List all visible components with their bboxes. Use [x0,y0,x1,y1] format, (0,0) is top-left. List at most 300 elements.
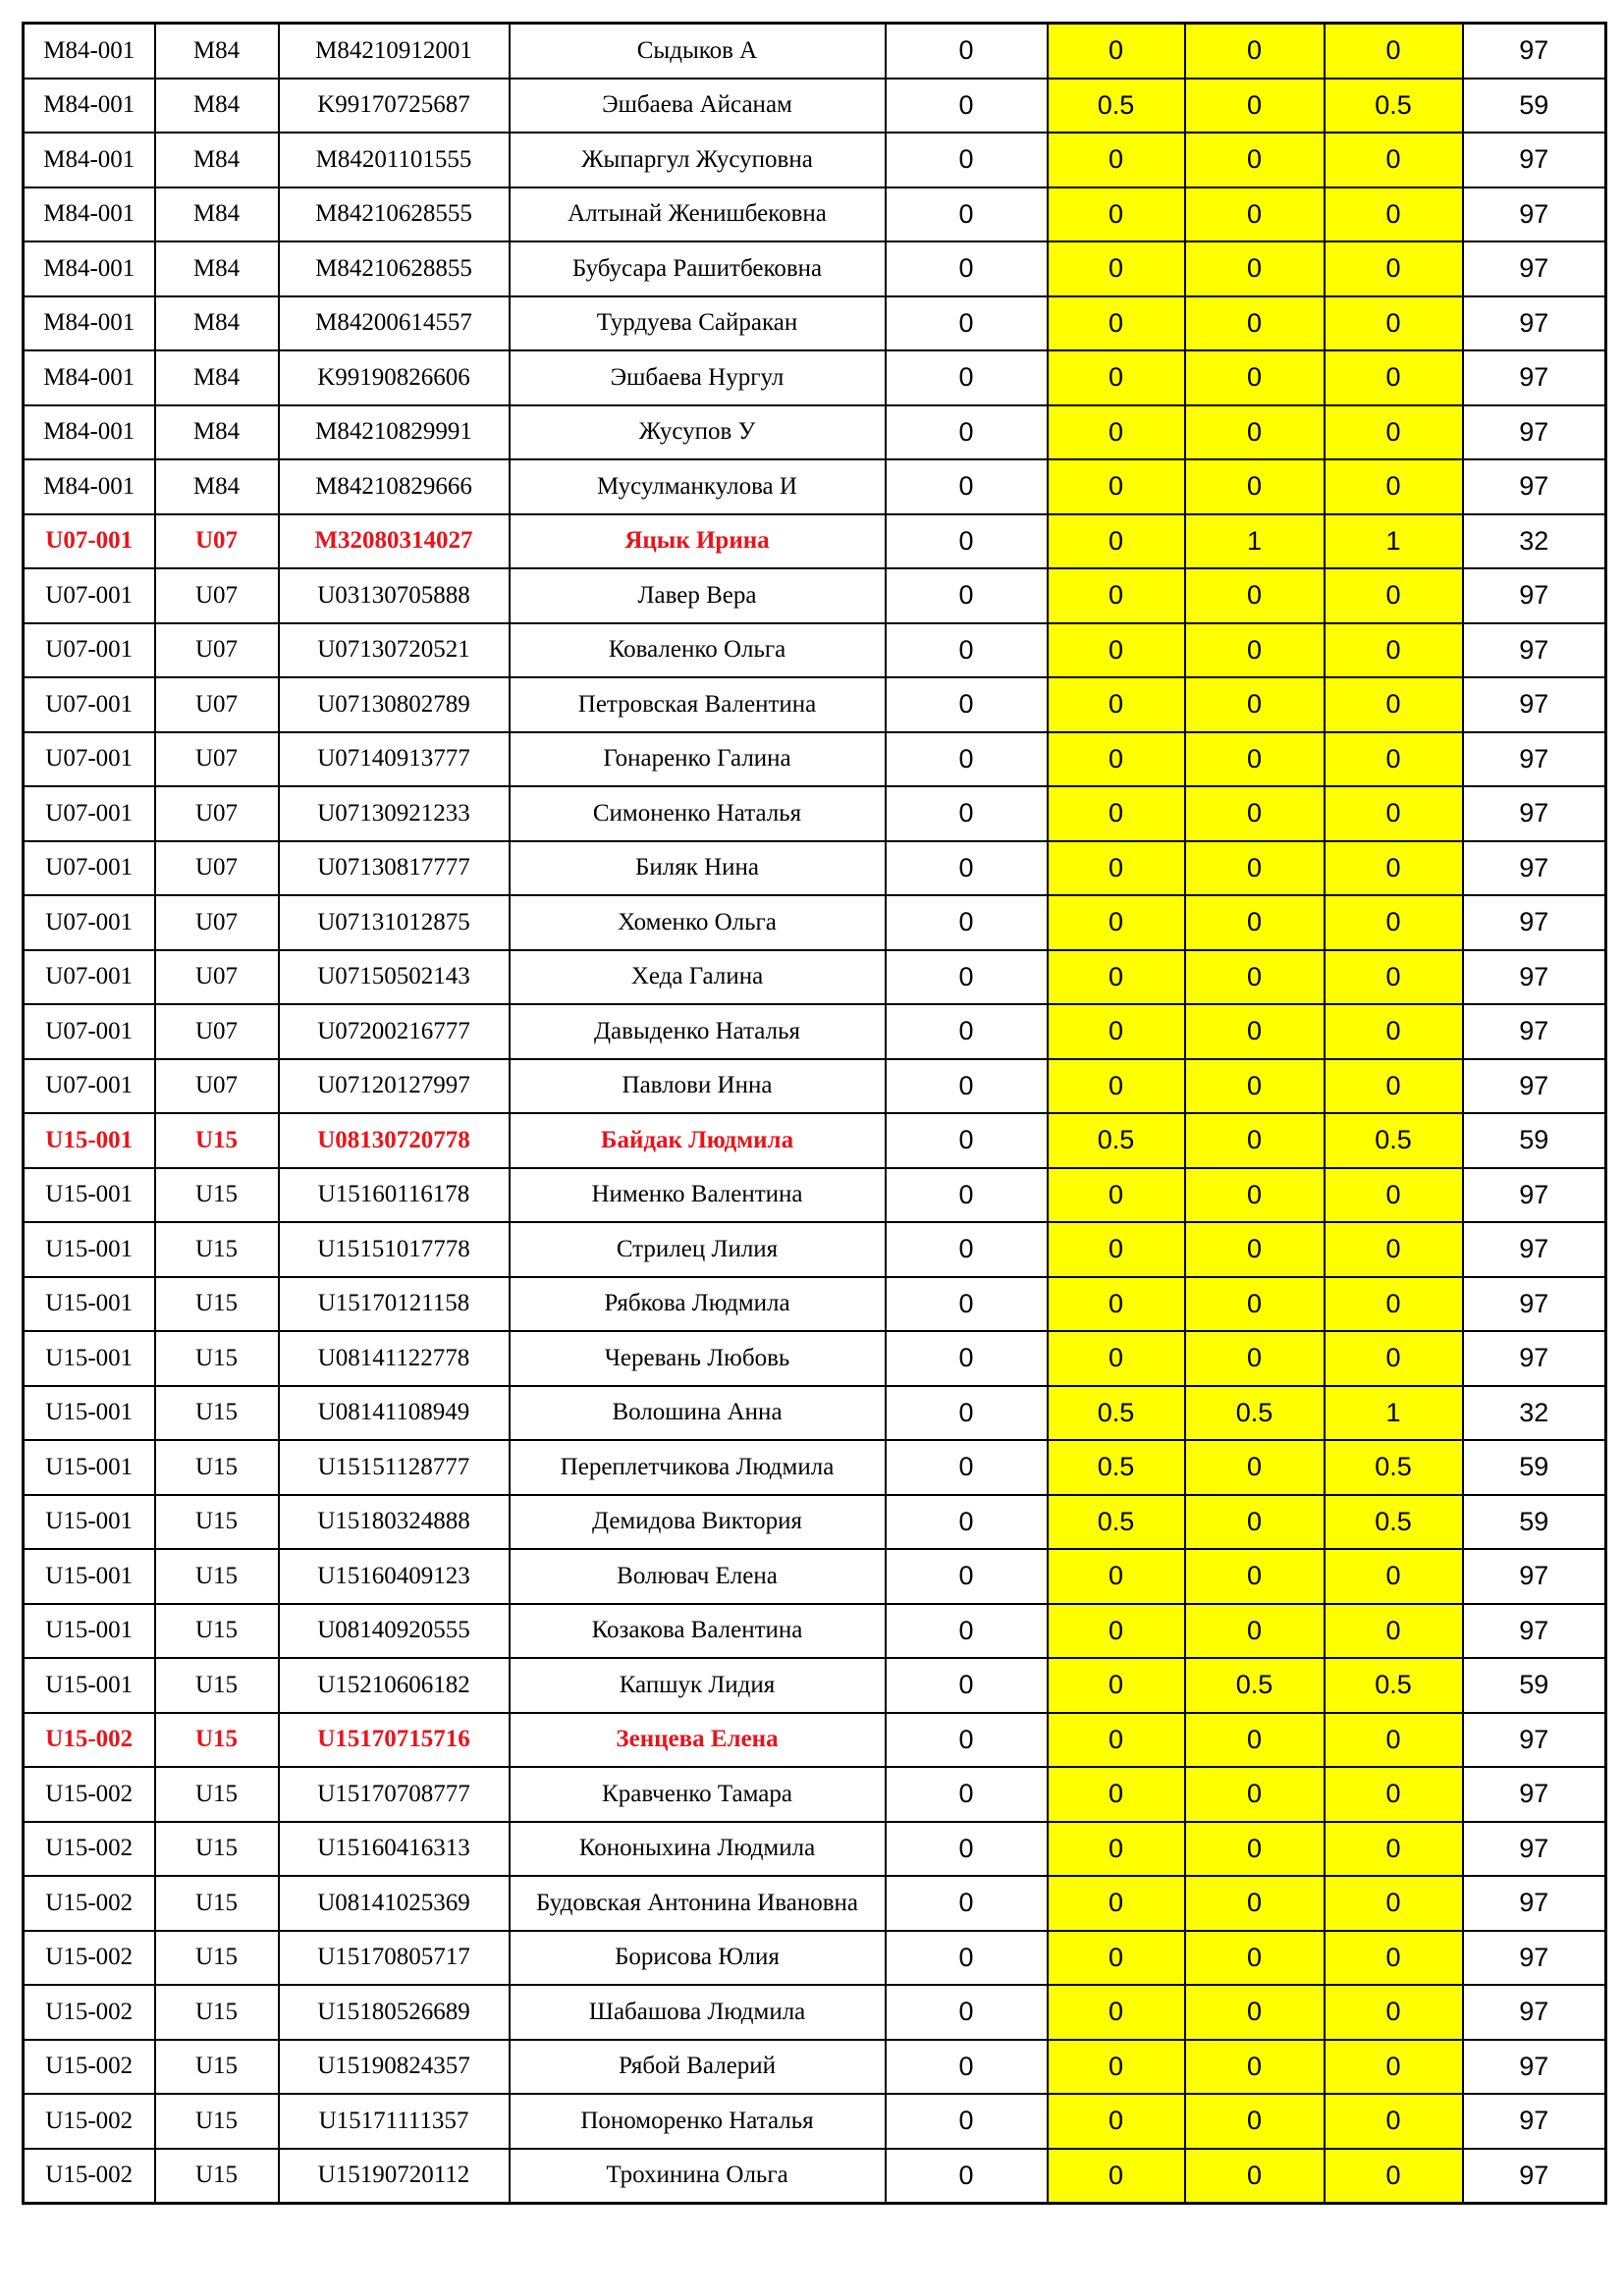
table-row [24,1822,1606,1877]
code-cell: U07 [155,786,279,841]
group-cell: M84-001 [24,241,155,296]
code-cell: U15 [155,1331,279,1386]
value-cell-2: 0.5 [1048,1386,1185,1441]
group-cell: U15-002 [24,2149,155,2204]
value-cell-4: 0 [1325,623,1463,678]
code-cell: U07 [155,1059,279,1114]
score-cell: 97 [1463,2094,1606,2149]
code-cell: U07 [155,677,279,732]
value-cell-4: 0 [1325,241,1463,296]
value-cell-4: 0 [1325,24,1463,79]
code-cell: M84 [155,133,279,187]
name-cell: Коваленко Ольга [510,623,886,678]
score-cell: 97 [1463,895,1606,950]
name-cell: Лавер Вера [510,568,886,623]
name-cell: Эшбаева Нургул [510,350,886,405]
table-row [24,677,1606,732]
value-cell-1: 0 [886,459,1048,514]
id-cell: U07140913777 [279,732,510,787]
value-cell-4: 0 [1325,1168,1463,1223]
table-row [24,568,1606,623]
value-cell-3: 0 [1185,841,1325,896]
table-row [24,133,1606,187]
table-body [24,24,1606,2204]
value-cell-3: 0 [1185,187,1325,242]
value-cell-1: 0 [886,895,1048,950]
code-cell: M84 [155,187,279,242]
name-cell: Стрилец Лилия [510,1222,886,1277]
group-cell: U07-001 [24,1059,155,1114]
score-cell: 97 [1463,2149,1606,2204]
value-cell-4: 0 [1325,350,1463,405]
score-cell: 97 [1463,786,1606,841]
value-cell-2: 0 [1048,187,1185,242]
value-cell-2: 0 [1048,459,1185,514]
value-cell-1: 0 [886,568,1048,623]
name-cell: Павлови Инна [510,1059,886,1114]
value-cell-1: 0 [886,296,1048,351]
table-row [24,1386,1606,1441]
value-cell-4: 0 [1325,568,1463,623]
group-cell: U07-001 [24,568,155,623]
value-cell-3: 0 [1185,1168,1325,1223]
value-cell-3: 0 [1185,1277,1325,1332]
table-row [24,1549,1606,1604]
score-cell: 97 [1463,1277,1606,1332]
value-cell-4: 1 [1325,1386,1463,1441]
score-cell: 32 [1463,514,1606,569]
value-cell-4: 0 [1325,2094,1463,2149]
name-cell: Хоменко Ольга [510,895,886,950]
value-cell-2: 0 [1048,1277,1185,1332]
value-cell-2: 0 [1048,1549,1185,1604]
name-cell: Кравченко Тамара [510,1767,886,1822]
value-cell-4: 0 [1325,133,1463,187]
score-cell: 97 [1463,1168,1606,1223]
value-cell-3: 0 [1185,895,1325,950]
score-cell: 97 [1463,1604,1606,1659]
score-cell: 97 [1463,1767,1606,1822]
name-cell: Зенцева Елена [510,1713,886,1768]
code-cell: U15 [155,1222,279,1277]
group-cell: U15-001 [24,1440,155,1495]
table-row [24,1495,1606,1550]
name-cell: Эшбаева Айсанам [510,79,886,133]
value-cell-3: 0 [1185,1876,1325,1931]
name-cell: Гонаренко Галина [510,732,886,787]
value-cell-2: 0 [1048,841,1185,896]
code-cell: M84 [155,350,279,405]
value-cell-2: 0 [1048,895,1185,950]
value-cell-1: 0 [886,1331,1048,1386]
score-cell: 97 [1463,1331,1606,1386]
value-cell-2: 0 [1048,1985,1185,2040]
name-cell: Волошина Анна [510,1386,886,1441]
id-cell: U15151017778 [279,1222,510,1277]
value-cell-4: 0 [1325,405,1463,460]
value-cell-2: 0.5 [1048,1495,1185,1550]
score-cell: 97 [1463,1004,1606,1059]
name-cell: Биляк Нина [510,841,886,896]
score-cell: 97 [1463,459,1606,514]
name-cell: Нименко Валентина [510,1168,886,1223]
table-row [24,296,1606,351]
value-cell-4: 0 [1325,1549,1463,1604]
code-cell: U15 [155,1168,279,1223]
score-cell: 97 [1463,350,1606,405]
score-cell: 97 [1463,2040,1606,2095]
value-cell-2: 0 [1048,296,1185,351]
value-cell-4: 0 [1325,677,1463,732]
value-cell-3: 0 [1185,24,1325,79]
value-cell-4: 0 [1325,2149,1463,2204]
id-cell: U08141025369 [279,1876,510,1931]
table-row [24,1604,1606,1659]
value-cell-2: 0 [1048,405,1185,460]
value-cell-2: 0.5 [1048,79,1185,133]
id-cell: M84200614557 [279,296,510,351]
group-cell: M84-001 [24,187,155,242]
value-cell-2: 0.5 [1048,1440,1185,1495]
score-cell: 97 [1463,405,1606,460]
value-cell-4: 0.5 [1325,1495,1463,1550]
score-cell: 97 [1463,1549,1606,1604]
id-cell: U07130720521 [279,623,510,678]
value-cell-4: 0 [1325,1876,1463,1931]
value-cell-3: 0 [1185,1767,1325,1822]
id-cell: M84210829666 [279,459,510,514]
table-row [24,1331,1606,1386]
value-cell-3: 0 [1185,2149,1325,2204]
id-cell: U07130802789 [279,677,510,732]
value-cell-3: 0 [1185,677,1325,732]
value-cell-3: 0 [1185,568,1325,623]
id-cell: U08140920555 [279,1604,510,1659]
code-cell: M84 [155,405,279,460]
group-cell: M84-001 [24,405,155,460]
value-cell-2: 0 [1048,1331,1185,1386]
value-cell-1: 0 [886,241,1048,296]
table-row [24,2149,1606,2204]
score-cell: 97 [1463,1713,1606,1768]
score-cell: 97 [1463,950,1606,1005]
value-cell-4: 0 [1325,1604,1463,1659]
name-cell: Хеда Галина [510,950,886,1005]
value-cell-4: 0 [1325,1713,1463,1768]
table-row [24,1277,1606,1332]
id-cell: U07200216777 [279,1004,510,1059]
value-cell-4: 0 [1325,1222,1463,1277]
code-cell: M84 [155,241,279,296]
name-cell: Байдак Людмила [510,1113,886,1168]
value-cell-3: 0 [1185,350,1325,405]
value-cell-3: 0 [1185,241,1325,296]
id-cell: K99170725687 [279,79,510,133]
group-cell: U15-001 [24,1222,155,1277]
value-cell-3: 0 [1185,1059,1325,1114]
group-cell: U15-001 [24,1604,155,1659]
value-cell-1: 0 [886,677,1048,732]
value-cell-3: 0 [1185,1713,1325,1768]
group-cell: U07-001 [24,950,155,1005]
value-cell-4: 0 [1325,1059,1463,1114]
group-cell: M84-001 [24,133,155,187]
name-cell: Кононыхина Людмила [510,1822,886,1877]
score-cell: 97 [1463,1876,1606,1931]
group-cell: U07-001 [24,677,155,732]
value-cell-1: 0 [886,1004,1048,1059]
name-cell: Будовская Антонина Ивановна [510,1876,886,1931]
value-cell-3: 0 [1185,1495,1325,1550]
id-cell: U15151128777 [279,1440,510,1495]
name-cell: Бубусара Рашитбековна [510,241,886,296]
code-cell: U07 [155,568,279,623]
value-cell-3: 0 [1185,1931,1325,1986]
value-cell-4: 0 [1325,1331,1463,1386]
name-cell: Петровская Валентина [510,677,886,732]
id-cell: U15180324888 [279,1495,510,1550]
table-row [24,1004,1606,1059]
score-cell: 97 [1463,1931,1606,1986]
id-cell: U15170121158 [279,1277,510,1332]
value-cell-4: 0 [1325,1277,1463,1332]
code-cell: U15 [155,1549,279,1604]
value-cell-3: 0 [1185,133,1325,187]
table-row [24,1767,1606,1822]
name-cell: Переплетчикова Людмила [510,1440,886,1495]
code-cell: U15 [155,1386,279,1441]
table-row-marked [24,1113,1606,1168]
code-cell: U15 [155,1822,279,1877]
value-cell-4: 0.5 [1325,79,1463,133]
value-cell-1: 0 [886,1113,1048,1168]
score-cell: 97 [1463,187,1606,242]
table-row-marked [24,514,1606,569]
table-row [24,459,1606,514]
id-cell: U07130921233 [279,786,510,841]
value-cell-3: 1 [1185,514,1325,569]
value-cell-2: 0 [1048,514,1185,569]
score-cell: 97 [1463,841,1606,896]
id-cell: U07120127997 [279,1059,510,1114]
id-cell: U15171111357 [279,2094,510,2149]
table-row [24,1222,1606,1277]
table-row [24,241,1606,296]
value-cell-3: 0 [1185,1331,1325,1386]
score-cell: 97 [1463,732,1606,787]
code-cell: U15 [155,1440,279,1495]
score-cell: 97 [1463,568,1606,623]
value-cell-3: 0 [1185,2040,1325,2095]
value-cell-1: 0 [886,350,1048,405]
score-cell: 97 [1463,1985,1606,2040]
value-cell-1: 0 [886,786,1048,841]
id-cell: U15210606182 [279,1658,510,1713]
id-cell: U15170708777 [279,1767,510,1822]
value-cell-1: 0 [886,623,1048,678]
id-cell: M84210912001 [279,24,510,79]
value-cell-3: 0 [1185,1113,1325,1168]
name-cell: Трохинина Ольга [510,2149,886,2204]
value-cell-2: 0 [1048,1931,1185,1986]
value-cell-2: 0 [1048,2094,1185,2149]
name-cell: Волювач Елена [510,1549,886,1604]
value-cell-1: 0 [886,1876,1048,1931]
table-row [24,1985,1606,2040]
score-cell: 97 [1463,296,1606,351]
name-cell: Симоненко Наталья [510,786,886,841]
value-cell-3: 0 [1185,2094,1325,2149]
value-cell-4: 0 [1325,950,1463,1005]
group-cell: U15-002 [24,2094,155,2149]
name-cell: Пономоренко Наталья [510,2094,886,2149]
value-cell-4: 0 [1325,459,1463,514]
id-cell: U03130705888 [279,568,510,623]
value-cell-4: 0.5 [1325,1440,1463,1495]
score-cell: 59 [1463,79,1606,133]
value-cell-3: 0 [1185,1222,1325,1277]
name-cell: Капшук Лидия [510,1658,886,1713]
id-cell: U15190720112 [279,2149,510,2204]
value-cell-1: 0 [886,2149,1048,2204]
value-cell-1: 0 [886,133,1048,187]
value-cell-4: 0 [1325,1931,1463,1986]
value-cell-2: 0 [1048,2040,1185,2095]
name-cell: Жыпаргул Жусуповна [510,133,886,187]
group-cell: U15-001 [24,1331,155,1386]
value-cell-1: 0 [886,1822,1048,1877]
score-cell: 97 [1463,241,1606,296]
name-cell: Алтынай Женишбековна [510,187,886,242]
value-cell-2: 0 [1048,1168,1185,1223]
value-cell-2: 0 [1048,1822,1185,1877]
value-cell-3: 0 [1185,459,1325,514]
value-cell-2: 0 [1048,1004,1185,1059]
id-cell: M32080314027 [279,514,510,569]
name-cell: Шабашова Людмила [510,1985,886,2040]
value-cell-2: 0 [1048,786,1185,841]
value-cell-4: 0 [1325,1767,1463,1822]
group-cell: U07-001 [24,514,155,569]
id-cell: U08141108949 [279,1386,510,1441]
group-cell: M84-001 [24,24,155,79]
group-cell: U15-001 [24,1277,155,1332]
value-cell-2: 0 [1048,350,1185,405]
id-cell: M84210628555 [279,187,510,242]
group-cell: M84-001 [24,350,155,405]
table-row [24,623,1606,678]
group-cell: U07-001 [24,1004,155,1059]
id-cell: U07130817777 [279,841,510,896]
value-cell-3: 0.5 [1185,1386,1325,1441]
group-cell: U15-002 [24,1822,155,1877]
table-row [24,1876,1606,1931]
value-cell-4: 0.5 [1325,1113,1463,1168]
table-row [24,79,1606,133]
value-cell-3: 0.5 [1185,1658,1325,1713]
table-row [24,732,1606,787]
table-row [24,841,1606,896]
group-cell: U15-001 [24,1386,155,1441]
table-row [24,350,1606,405]
group-cell: U15-002 [24,1767,155,1822]
code-cell: U15 [155,1713,279,1768]
table-row [24,1440,1606,1495]
table-row [24,1658,1606,1713]
value-cell-2: 0 [1048,133,1185,187]
value-cell-3: 0 [1185,1004,1325,1059]
value-cell-3: 0 [1185,1440,1325,1495]
id-cell: M84210628855 [279,241,510,296]
value-cell-1: 0 [886,950,1048,1005]
value-cell-4: 0.5 [1325,1658,1463,1713]
code-cell: U15 [155,1604,279,1659]
value-cell-1: 0 [886,1440,1048,1495]
value-cell-4: 0 [1325,841,1463,896]
name-cell: Яцык Ирина [510,514,886,569]
code-cell: U15 [155,2040,279,2095]
score-cell: 97 [1463,1059,1606,1114]
group-cell: U15-002 [24,1985,155,2040]
id-cell: U07131012875 [279,895,510,950]
group-cell: M84-001 [24,459,155,514]
table-row [24,24,1606,79]
score-cell: 32 [1463,1386,1606,1441]
value-cell-4: 1 [1325,514,1463,569]
code-cell: M84 [155,24,279,79]
table-row [24,2094,1606,2149]
value-cell-1: 0 [886,1985,1048,2040]
name-cell: Демидова Виктория [510,1495,886,1550]
score-cell: 59 [1463,1440,1606,1495]
code-cell: U15 [155,1931,279,1986]
score-cell: 97 [1463,1222,1606,1277]
id-cell: U15180526689 [279,1985,510,2040]
score-cell: 97 [1463,24,1606,79]
group-cell: U15-001 [24,1168,155,1223]
name-cell: Жусупов У [510,405,886,460]
value-cell-4: 0 [1325,187,1463,242]
value-cell-4: 0 [1325,786,1463,841]
value-cell-3: 0 [1185,1985,1325,2040]
group-cell: U15-001 [24,1495,155,1550]
group-cell: U15-001 [24,1113,155,1168]
value-cell-1: 0 [886,1658,1048,1713]
value-cell-4: 0 [1325,895,1463,950]
name-cell: Рябкова Людмила [510,1277,886,1332]
value-cell-2: 0 [1048,1713,1185,1768]
value-cell-1: 0 [886,1495,1048,1550]
id-cell: U08141122778 [279,1331,510,1386]
score-cell: 97 [1463,1822,1606,1877]
code-cell: U15 [155,2094,279,2149]
code-cell: U15 [155,1985,279,2040]
table-row [24,1059,1606,1114]
value-cell-2: 0 [1048,1767,1185,1822]
code-cell: U07 [155,950,279,1005]
name-cell: Турдуева Сайракан [510,296,886,351]
group-cell: U07-001 [24,623,155,678]
results-table [22,22,1607,2205]
score-cell: 97 [1463,677,1606,732]
value-cell-2: 0 [1048,1059,1185,1114]
value-cell-2: 0 [1048,241,1185,296]
value-cell-1: 0 [886,732,1048,787]
value-cell-3: 0 [1185,1604,1325,1659]
value-cell-3: 0 [1185,950,1325,1005]
score-cell: 59 [1463,1495,1606,1550]
id-cell: K99190826606 [279,350,510,405]
